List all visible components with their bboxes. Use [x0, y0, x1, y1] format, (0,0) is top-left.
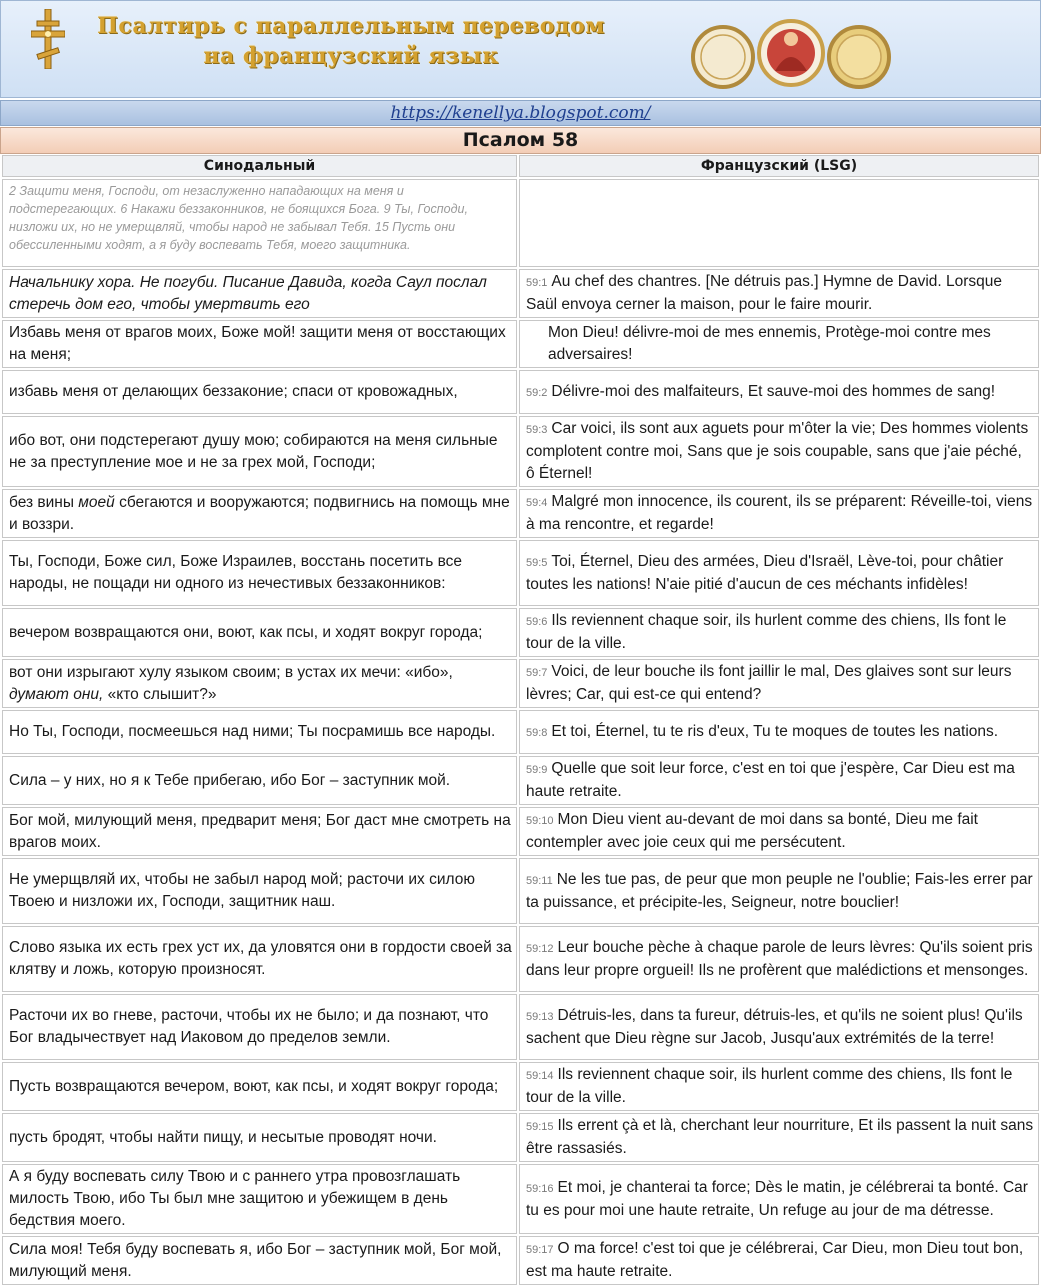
- verse-number: 59:1: [526, 277, 548, 289]
- table-row: [2, 858, 1039, 924]
- synodal-text: Но Ты, Господи, посмеешься над ними; Ты посрамишь все народы.: [9, 723, 496, 740]
- french-text: Mon Dieu! délivre-moi de mes ennemis, Protège-moi contre mes adversaires!: [548, 324, 991, 363]
- table-row: [2, 1236, 1039, 1285]
- french-text: Quelle que soit leur force, c'est en toi que j'espère, Car Dieu est ma haute retraite.: [526, 760, 1015, 800]
- french-text: Détruis-les, dans ta fureur, détruis-les, et qu'ils ne soient plus! Qu'ils sachent que Dieu règne sur Jacob, Jusqu'aux extrémités de la terre!: [526, 1006, 1023, 1047]
- french-cell: [519, 269, 1039, 318]
- synodal-italic-insert: моей: [78, 493, 115, 511]
- synodal-cell: [2, 756, 517, 805]
- parallel-text-table: [0, 153, 1041, 1287]
- synodal-cell: [2, 1062, 517, 1111]
- table-row: [2, 416, 1039, 487]
- site-title-line2: на французский язык: [203, 43, 499, 69]
- verse-number: 59:8: [526, 726, 548, 739]
- synodal-text: «кто слышит?»: [103, 685, 217, 703]
- synodal-text: А я буду воспевать силу Твою и с раннего утра провозглашать милость Твою, ибо Ты был мне защитою и убежищем в день бедствия моего.: [9, 1168, 461, 1229]
- verse-number: 59:14: [526, 1070, 554, 1082]
- table-row: [2, 1062, 1039, 1111]
- table-row: [2, 489, 1039, 538]
- french-text: Et moi, je chanterai ta force; Dès le matin, je célébrerai ta bonté. Car tu es pour moi une haute retraite, Un refuge au jour de ma détresse.: [526, 1178, 1028, 1219]
- french-cell: [519, 320, 1039, 368]
- french-cell: [519, 858, 1039, 924]
- synodal-cell: [2, 659, 517, 708]
- table-row: [2, 659, 1039, 708]
- french-cell: [519, 1164, 1039, 1234]
- synodal-text: избавь меня от делающих беззаконие; спаси от кровожадных,: [9, 383, 458, 400]
- french-text: Au chef des chantres. [Ne détruis pas.] Hymne de David. Lorsque Saül envoya cerner la maison, pour le faire mourir.: [526, 273, 1003, 313]
- french-cell: [519, 710, 1039, 754]
- synodal-cell: [2, 416, 517, 487]
- table-row: [2, 807, 1039, 856]
- synodal-text: Избавь меня от врагов моих, Боже мой! защити меня от восстающих на меня;: [9, 324, 506, 363]
- synodal-cell: [2, 858, 517, 924]
- french-cell: [519, 659, 1039, 708]
- synodal-text: Бог мой, милующий меня, предварит меня; Бог даст мне смотреть на врагов моих.: [9, 811, 511, 851]
- french-cell: [519, 608, 1039, 657]
- site-title: [71, 11, 631, 71]
- verse-number: 59:2: [526, 386, 548, 399]
- synodal-text: Начальнику хора. Не погуби. Писание Давида, когда Саул послал стеречь дом его, чтобы умертвить его: [9, 273, 487, 313]
- synodal-cell: [2, 926, 517, 992]
- synodal-cell: [2, 710, 517, 754]
- french-cell: [519, 1236, 1039, 1285]
- table-row: [2, 1164, 1039, 1234]
- synodal-text: Не умерщвляй их, чтобы не забыл народ мой; расточи их силою Твоею и низложи их, Господи, защитник наш.: [9, 871, 475, 910]
- french-text: Ne les tue pas, de peur que mon peuple ne l'oublie; Fais-les errer par ta puissance, et précipite-les, Seigneur, notre bouclier!: [526, 870, 1033, 911]
- verse-number: 59:5: [526, 556, 548, 569]
- synodal-text: сбегаются и вооружаются; подвигнись на помощь мне и воззри.: [9, 493, 510, 533]
- french-text: Voici, de leur bouche ils font jaillir le mal, Des glaives sont sur leurs lèvres; Car, qui est-ce qui entend?: [526, 663, 1012, 703]
- site-header: [0, 0, 1041, 98]
- verse-number: 59:17: [526, 1244, 554, 1256]
- synodal-cell: [2, 320, 517, 368]
- synodal-cell: [2, 1113, 517, 1162]
- verse-number: 59:13: [526, 1010, 554, 1023]
- synodal-cell: [2, 807, 517, 856]
- verse-number: 59:10: [526, 815, 554, 827]
- synodal-text: Сила – у них, но я к Тебе прибегаю, ибо Бог – заступник мой.: [9, 771, 451, 789]
- synodal-text: Пусть возвращаются вечером, воют, как псы, и ходят вокруг города;: [9, 1077, 499, 1095]
- verse-number: 59:6: [526, 616, 548, 628]
- french-cell: [519, 540, 1039, 606]
- intro-empty-cell: [519, 179, 1039, 267]
- synodal-text: пусть бродят, чтобы найти пищу, и несытые проводят ночи.: [9, 1128, 437, 1146]
- synodal-cell: [2, 269, 517, 318]
- synodal-cell: [2, 1236, 517, 1285]
- french-cell: [519, 370, 1039, 414]
- site-url-bar: [0, 100, 1041, 126]
- synodal-text: вечером возвращаются они, воют, как псы, и ходят вокруг города;: [9, 623, 483, 641]
- verse-number: 59:7: [526, 667, 548, 679]
- table-row: [2, 540, 1039, 606]
- orthodox-cross-icon: [31, 9, 65, 69]
- french-cell: [519, 1062, 1039, 1111]
- table-row: [2, 926, 1039, 992]
- french-text: Ils errent çà et là, cherchant leur nourriture, Et ils passent la nuit sans être rassasiés.: [526, 1117, 1034, 1157]
- logo-medallions: [691, 13, 891, 97]
- french-text: Toi, Éternel, Dieu des armées, Dieu d'Israël, Lève-toi, pour châtier toutes les nations! N'aie pitié d'aucun de ces méchants infidèles!: [526, 552, 1004, 593]
- synodal-text: вот они изрыгают хулу языком своим; в устах их мечи: «ибо»,: [9, 663, 453, 681]
- column-header-french: Французский (LSG): [519, 155, 1039, 177]
- synodal-text: Ты, Господи, Боже сил, Боже Израилев, восстань посетить все народы, не пощади ни одного из нечестивых беззаконников:: [9, 553, 463, 592]
- french-text: Et toi, Éternel, tu te ris d'eux, Tu te moques de toutes les nations.: [551, 722, 999, 740]
- french-cell: [519, 807, 1039, 856]
- french-cell: [519, 994, 1039, 1060]
- french-cell: [519, 489, 1039, 538]
- synodal-text: ибо вот, они подстерегают душу мою; собираются на меня сильные не за преступление мое и не за грех мой, Господи;: [9, 431, 498, 471]
- synodal-cell: [2, 994, 517, 1060]
- table-row: [2, 994, 1039, 1060]
- verse-number: 59:3: [526, 424, 548, 436]
- french-text: O ma force! c'est toi que je célébrerai, Car Dieu, mon Dieu tout bon, est ma haute retraite.: [526, 1240, 1024, 1280]
- synodal-cell: [2, 489, 517, 538]
- french-text: Ils reviennent chaque soir, ils hurlent comme des chiens, Ils font le tour de la ville.: [526, 612, 1007, 652]
- synodal-cell: [2, 608, 517, 657]
- intro-note: 2 Защити меня, Господи, от незаслуженно нападающих на меня и подстерегающих. 6 Накажи беззаконников, не боящихся Бога. 9 Ты, Господи, низложи их, но не умерщвляй, чтобы народ не забывал Тебя. 15 Пусть они обессиленными ходят, а я буду воспевать Тебя, моего защитника.: [2, 179, 517, 267]
- synodal-text: Слово языка их есть грех уст их, да уловятся они в гордости своей за клятву и ложь, которую произносят.: [9, 939, 512, 978]
- synodal-cell: [2, 540, 517, 606]
- table-row: [2, 269, 1039, 318]
- french-text: Mon Dieu vient au-devant de moi dans sa bonté, Dieu me fait contempler avec joie ceux qui me persécutent.: [526, 811, 978, 851]
- french-text: Ils reviennent chaque soir, ils hurlent comme des chiens, Ils font le tour de la ville.: [526, 1066, 1013, 1106]
- french-cell: [519, 756, 1039, 805]
- site-title-line1: Псалтирь с параллельным переводом: [97, 13, 605, 39]
- synodal-text: Расточи их во гневе, расточи, чтобы их не было; и да познают, что Бог владычествует над Иаковом до пределов земли.: [9, 1007, 489, 1046]
- table-row: [2, 756, 1039, 805]
- french-cell: [519, 1113, 1039, 1162]
- table-row: [2, 1113, 1039, 1162]
- french-cell: [519, 926, 1039, 992]
- french-text: Malgré mon innocence, ils courent, ils se préparent: Réveille-toi, viens à ma rencontre, et regarde!: [526, 493, 1033, 533]
- psalm-title: Псалом 58: [0, 127, 1041, 154]
- french-cell: [519, 416, 1039, 487]
- table-row: [2, 710, 1039, 754]
- french-text: Délivre-moi des malfaiteurs, Et sauve-moi des hommes de sang!: [551, 382, 996, 400]
- verse-number: 59:15: [526, 1121, 554, 1133]
- verse-number: 59:11: [526, 874, 553, 887]
- verse-number: 59:16: [526, 1182, 554, 1195]
- synodal-cell: [2, 1164, 517, 1234]
- synodal-cell: [2, 370, 517, 414]
- table-header-row: [2, 155, 1039, 177]
- synodal-italic-insert: думают они,: [9, 685, 104, 703]
- synodal-text: Сила моя! Тебя буду воспевать я, ибо Бог – заступник мой, Бог мой, милующий меня.: [9, 1240, 502, 1280]
- french-text: Leur bouche pèche à chaque parole de leurs lèvres: Qu'ils soient pris dans leur propre orgueil! Ils ne profèrent que malédictions et mensonges.: [526, 938, 1033, 979]
- verse-number: 59:12: [526, 942, 554, 955]
- french-text: Car voici, ils sont aux aguets pour m'ôter la vie; Des hommes violents complotent contre moi, Sans que je sois coupable, sans que j'aie péché, ô Éternel!: [526, 420, 1029, 482]
- table-row: [2, 608, 1039, 657]
- verse-number: 59:4: [526, 497, 548, 509]
- table-row: [2, 320, 1039, 368]
- intro-row: [2, 179, 1039, 267]
- column-header-synodal: Синодальный: [2, 155, 517, 177]
- table-body: [2, 179, 1039, 1285]
- site-url-link[interactable]: https://kenellya.blogspot.com/: [390, 103, 651, 123]
- verse-number: 59:9: [526, 764, 548, 776]
- synodal-text: без вины: [9, 493, 79, 511]
- table-row: [2, 370, 1039, 414]
